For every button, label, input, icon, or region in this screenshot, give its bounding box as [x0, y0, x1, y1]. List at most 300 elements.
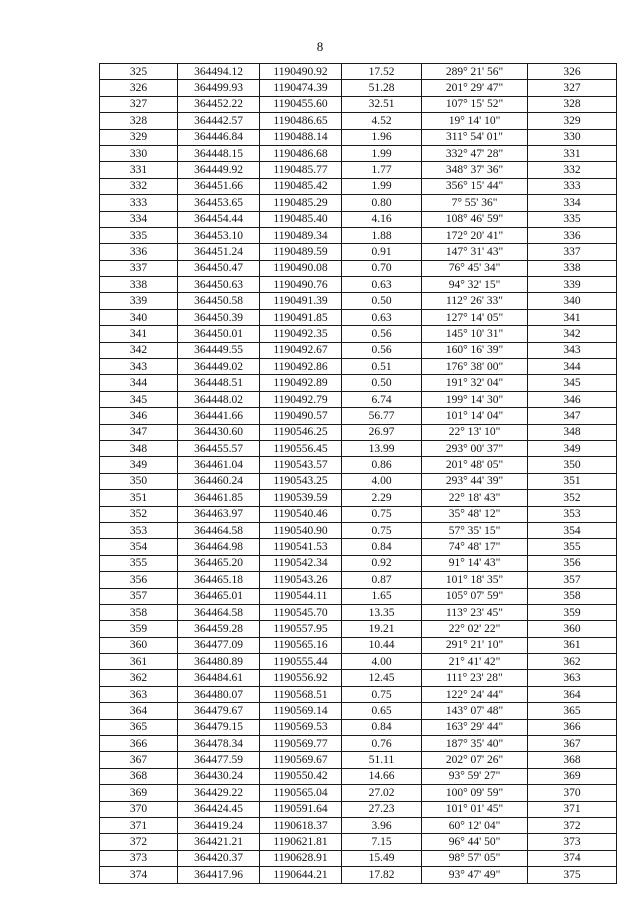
point-number-cell: 328: [100, 113, 178, 129]
distance-cell: 0.92: [342, 555, 422, 571]
bearing-cell: 332° 47' 28": [422, 145, 528, 161]
table-row: [100, 785, 617, 801]
coordinates-table: [99, 63, 617, 884]
table-row: [100, 293, 617, 309]
bearing-cell: 60° 12' 04": [422, 817, 528, 833]
bearing-cell: 91° 14' 43": [422, 555, 528, 571]
y-coordinate-cell: 1190557.95: [260, 621, 342, 637]
y-coordinate-cell: 1190489.34: [260, 227, 342, 243]
bearing-cell: 101° 18' 35": [422, 572, 528, 588]
y-coordinate-cell: 1190546.25: [260, 424, 342, 440]
point-number-cell: 337: [100, 260, 178, 276]
next-point-cell: 345: [528, 375, 617, 391]
table-row: [100, 64, 617, 80]
table-row: [100, 686, 617, 702]
bearing-cell: 94° 32' 15": [422, 277, 528, 293]
bearing-cell: 160° 16' 39": [422, 342, 528, 358]
x-coordinate-cell: 364451.24: [178, 244, 260, 260]
bearing-cell: 201° 29' 47": [422, 80, 528, 96]
x-coordinate-cell: 364430.60: [178, 424, 260, 440]
next-point-cell: 346: [528, 391, 617, 407]
point-number-cell: 350: [100, 473, 178, 489]
point-number-cell: 343: [100, 359, 178, 375]
next-point-cell: 360: [528, 621, 617, 637]
y-coordinate-cell: 1190555.44: [260, 654, 342, 670]
distance-cell: 7.15: [342, 834, 422, 850]
table-row: [100, 621, 617, 637]
point-number-cell: 327: [100, 96, 178, 112]
next-point-cell: 352: [528, 490, 617, 506]
next-point-cell: 365: [528, 703, 617, 719]
y-coordinate-cell: 1190492.67: [260, 342, 342, 358]
distance-cell: 0.50: [342, 293, 422, 309]
x-coordinate-cell: 364452.22: [178, 96, 260, 112]
bearing-cell: 7° 55' 36": [422, 195, 528, 211]
y-coordinate-cell: 1190556.45: [260, 440, 342, 456]
y-coordinate-cell: 1190621.81: [260, 834, 342, 850]
y-coordinate-cell: 1190544.11: [260, 588, 342, 604]
next-point-cell: 333: [528, 178, 617, 194]
distance-cell: 0.86: [342, 457, 422, 473]
y-coordinate-cell: 1190618.37: [260, 817, 342, 833]
point-number-cell: 345: [100, 391, 178, 407]
table-row: [100, 424, 617, 440]
bearing-cell: 100° 09' 59": [422, 785, 528, 801]
next-point-cell: 372: [528, 817, 617, 833]
table-row: [100, 506, 617, 522]
next-point-cell: 328: [528, 96, 617, 112]
next-point-cell: 326: [528, 64, 617, 80]
next-point-cell: 361: [528, 637, 617, 653]
bearing-cell: 93° 47' 49": [422, 867, 528, 883]
y-coordinate-cell: 1190569.53: [260, 719, 342, 735]
table-row: [100, 768, 617, 784]
point-number-cell: 326: [100, 80, 178, 96]
table-row: [100, 342, 617, 358]
x-coordinate-cell: 364480.89: [178, 654, 260, 670]
bearing-cell: 105° 07' 59": [422, 588, 528, 604]
y-coordinate-cell: 1190490.92: [260, 64, 342, 80]
next-point-cell: 373: [528, 834, 617, 850]
table-row: [100, 260, 617, 276]
next-point-cell: 343: [528, 342, 617, 358]
table-row: [100, 326, 617, 342]
next-point-cell: 351: [528, 473, 617, 489]
table-row: [100, 490, 617, 506]
bearing-cell: 98° 57' 05": [422, 850, 528, 866]
bearing-cell: 145° 10' 31": [422, 326, 528, 342]
next-point-cell: 338: [528, 260, 617, 276]
point-number-cell: 335: [100, 227, 178, 243]
y-coordinate-cell: 1190485.42: [260, 178, 342, 194]
y-coordinate-cell: 1190488.14: [260, 129, 342, 145]
distance-cell: 26.97: [342, 424, 422, 440]
next-point-cell: 375: [528, 867, 617, 883]
distance-cell: 0.56: [342, 342, 422, 358]
point-number-cell: 353: [100, 522, 178, 538]
distance-cell: 15.49: [342, 850, 422, 866]
x-coordinate-cell: 364453.10: [178, 227, 260, 243]
distance-cell: 13.99: [342, 440, 422, 456]
table-row: [100, 555, 617, 571]
point-number-cell: 341: [100, 326, 178, 342]
table-row: [100, 703, 617, 719]
y-coordinate-cell: 1190628.91: [260, 850, 342, 866]
distance-cell: 51.11: [342, 752, 422, 768]
x-coordinate-cell: 364477.59: [178, 752, 260, 768]
x-coordinate-cell: 364430.24: [178, 768, 260, 784]
distance-cell: 4.00: [342, 473, 422, 489]
table-row: [100, 391, 617, 407]
x-coordinate-cell: 364450.47: [178, 260, 260, 276]
x-coordinate-cell: 364478.34: [178, 736, 260, 752]
bearing-cell: 127° 14' 05": [422, 309, 528, 325]
point-number-cell: 352: [100, 506, 178, 522]
x-coordinate-cell: 364449.55: [178, 342, 260, 358]
point-number-cell: 351: [100, 490, 178, 506]
x-coordinate-cell: 364421.21: [178, 834, 260, 850]
next-point-cell: 367: [528, 736, 617, 752]
next-point-cell: 358: [528, 588, 617, 604]
y-coordinate-cell: 1190543.25: [260, 473, 342, 489]
x-coordinate-cell: 364464.58: [178, 604, 260, 620]
x-coordinate-cell: 364499.93: [178, 80, 260, 96]
distance-cell: 4.00: [342, 654, 422, 670]
next-point-cell: 344: [528, 359, 617, 375]
point-number-cell: 373: [100, 850, 178, 866]
x-coordinate-cell: 364464.98: [178, 539, 260, 555]
point-number-cell: 355: [100, 555, 178, 571]
table-row: [100, 211, 617, 227]
table-row: [100, 801, 617, 817]
point-number-cell: 348: [100, 440, 178, 456]
bearing-cell: 143° 07' 48": [422, 703, 528, 719]
table-row: [100, 113, 617, 129]
table-row: [100, 588, 617, 604]
point-number-cell: 334: [100, 211, 178, 227]
x-coordinate-cell: 364448.51: [178, 375, 260, 391]
bearing-cell: 35° 48' 12": [422, 506, 528, 522]
point-number-cell: 365: [100, 719, 178, 735]
distance-cell: 3.96: [342, 817, 422, 833]
bearing-cell: 147° 31' 43": [422, 244, 528, 260]
point-number-cell: 364: [100, 703, 178, 719]
distance-cell: 17.52: [342, 64, 422, 80]
x-coordinate-cell: 364451.66: [178, 178, 260, 194]
table-row: [100, 145, 617, 161]
x-coordinate-cell: 364446.84: [178, 129, 260, 145]
distance-cell: 1.88: [342, 227, 422, 243]
y-coordinate-cell: 1190556.92: [260, 670, 342, 686]
y-coordinate-cell: 1190539.59: [260, 490, 342, 506]
bearing-cell: 172° 20' 41": [422, 227, 528, 243]
distance-cell: 1.99: [342, 145, 422, 161]
next-point-cell: 362: [528, 654, 617, 670]
y-coordinate-cell: 1190565.04: [260, 785, 342, 801]
bearing-cell: 201° 48' 05": [422, 457, 528, 473]
y-coordinate-cell: 1190540.90: [260, 522, 342, 538]
table-row: [100, 359, 617, 375]
y-coordinate-cell: 1190485.40: [260, 211, 342, 227]
table-row: [100, 162, 617, 178]
y-coordinate-cell: 1190591.64: [260, 801, 342, 817]
distance-cell: 0.75: [342, 506, 422, 522]
table-row: [100, 178, 617, 194]
next-point-cell: 336: [528, 227, 617, 243]
table-row: [100, 850, 617, 866]
distance-cell: 0.91: [342, 244, 422, 260]
y-coordinate-cell: 1190455.60: [260, 96, 342, 112]
x-coordinate-cell: 364448.15: [178, 145, 260, 161]
point-number-cell: 362: [100, 670, 178, 686]
y-coordinate-cell: 1190565.16: [260, 637, 342, 653]
point-number-cell: 357: [100, 588, 178, 604]
point-number-cell: 367: [100, 752, 178, 768]
distance-cell: 27.02: [342, 785, 422, 801]
bearing-cell: 348° 37' 36": [422, 162, 528, 178]
distance-cell: 10.44: [342, 637, 422, 653]
bearing-cell: 101° 14' 04": [422, 408, 528, 424]
x-coordinate-cell: 364419.24: [178, 817, 260, 833]
table-row: [100, 736, 617, 752]
point-number-cell: 372: [100, 834, 178, 850]
y-coordinate-cell: 1190644.21: [260, 867, 342, 883]
point-number-cell: 374: [100, 867, 178, 883]
next-point-cell: 364: [528, 686, 617, 702]
point-number-cell: 340: [100, 309, 178, 325]
next-point-cell: 350: [528, 457, 617, 473]
next-point-cell: 349: [528, 440, 617, 456]
point-number-cell: 366: [100, 736, 178, 752]
point-number-cell: 360: [100, 637, 178, 653]
x-coordinate-cell: 364459.28: [178, 621, 260, 637]
point-number-cell: 329: [100, 129, 178, 145]
point-number-cell: 368: [100, 768, 178, 784]
distance-cell: 0.75: [342, 522, 422, 538]
table-row: [100, 80, 617, 96]
next-point-cell: 332: [528, 162, 617, 178]
next-point-cell: 347: [528, 408, 617, 424]
y-coordinate-cell: 1190490.57: [260, 408, 342, 424]
x-coordinate-cell: 364450.58: [178, 293, 260, 309]
point-number-cell: 339: [100, 293, 178, 309]
x-coordinate-cell: 364460.24: [178, 473, 260, 489]
next-point-cell: 370: [528, 785, 617, 801]
x-coordinate-cell: 364461.85: [178, 490, 260, 506]
point-number-cell: 333: [100, 195, 178, 211]
x-coordinate-cell: 364442.57: [178, 113, 260, 129]
bearing-cell: 93° 59' 27": [422, 768, 528, 784]
bearing-cell: 291° 21' 10": [422, 637, 528, 653]
table-row: [100, 375, 617, 391]
x-coordinate-cell: 364461.04: [178, 457, 260, 473]
y-coordinate-cell: 1190492.86: [260, 359, 342, 375]
bearing-cell: 293° 00' 37": [422, 440, 528, 456]
y-coordinate-cell: 1190543.26: [260, 572, 342, 588]
next-point-cell: 340: [528, 293, 617, 309]
distance-cell: 12.45: [342, 670, 422, 686]
bearing-cell: 311° 54' 01": [422, 129, 528, 145]
next-point-cell: 363: [528, 670, 617, 686]
bearing-cell: 22° 02' 22": [422, 621, 528, 637]
next-point-cell: 327: [528, 80, 617, 96]
bearing-cell: 76° 45' 34": [422, 260, 528, 276]
next-point-cell: 374: [528, 850, 617, 866]
next-point-cell: 353: [528, 506, 617, 522]
point-number-cell: 336: [100, 244, 178, 260]
distance-cell: 56.77: [342, 408, 422, 424]
next-point-cell: 330: [528, 129, 617, 145]
next-point-cell: 334: [528, 195, 617, 211]
point-number-cell: 347: [100, 424, 178, 440]
distance-cell: 0.63: [342, 277, 422, 293]
table-row: [100, 457, 617, 473]
bearing-cell: 111° 23' 28": [422, 670, 528, 686]
next-point-cell: 341: [528, 309, 617, 325]
table-row: [100, 440, 617, 456]
distance-cell: 14.66: [342, 768, 422, 784]
y-coordinate-cell: 1190492.35: [260, 326, 342, 342]
point-number-cell: 349: [100, 457, 178, 473]
distance-cell: 0.50: [342, 375, 422, 391]
x-coordinate-cell: 364463.97: [178, 506, 260, 522]
table-row: [100, 637, 617, 653]
y-coordinate-cell: 1190569.67: [260, 752, 342, 768]
bearing-cell: 163° 29' 44": [422, 719, 528, 735]
point-number-cell: 354: [100, 539, 178, 555]
bearing-cell: 199° 14' 30": [422, 391, 528, 407]
next-point-cell: 355: [528, 539, 617, 555]
x-coordinate-cell: 364450.01: [178, 326, 260, 342]
next-point-cell: 337: [528, 244, 617, 260]
distance-cell: 0.84: [342, 539, 422, 555]
table-row: [100, 473, 617, 489]
point-number-cell: 325: [100, 64, 178, 80]
x-coordinate-cell: 364429.22: [178, 785, 260, 801]
x-coordinate-cell: 364479.67: [178, 703, 260, 719]
x-coordinate-cell: 364453.65: [178, 195, 260, 211]
y-coordinate-cell: 1190541.53: [260, 539, 342, 555]
next-point-cell: 331: [528, 145, 617, 161]
distance-cell: 1.65: [342, 588, 422, 604]
distance-cell: 27.23: [342, 801, 422, 817]
next-point-cell: 339: [528, 277, 617, 293]
table-row: [100, 277, 617, 293]
table-row: [100, 129, 617, 145]
x-coordinate-cell: 364449.92: [178, 162, 260, 178]
bearing-cell: 19° 14' 10": [422, 113, 528, 129]
x-coordinate-cell: 364494.12: [178, 64, 260, 80]
distance-cell: 51.28: [342, 80, 422, 96]
x-coordinate-cell: 364465.18: [178, 572, 260, 588]
table-row: [100, 834, 617, 850]
y-coordinate-cell: 1190569.77: [260, 736, 342, 752]
distance-cell: 19.21: [342, 621, 422, 637]
bearing-cell: 122° 24' 44": [422, 686, 528, 702]
point-number-cell: 344: [100, 375, 178, 391]
y-coordinate-cell: 1190485.29: [260, 195, 342, 211]
bearing-cell: 112° 26' 33": [422, 293, 528, 309]
point-number-cell: 371: [100, 817, 178, 833]
table-row: [100, 227, 617, 243]
x-coordinate-cell: 364455.57: [178, 440, 260, 456]
x-coordinate-cell: 364465.01: [178, 588, 260, 604]
table-row: [100, 817, 617, 833]
distance-cell: 0.80: [342, 195, 422, 211]
x-coordinate-cell: 364420.37: [178, 850, 260, 866]
bearing-cell: 113° 23' 45": [422, 604, 528, 620]
table-row: [100, 670, 617, 686]
y-coordinate-cell: 1190486.68: [260, 145, 342, 161]
distance-cell: 0.75: [342, 686, 422, 702]
table-row: [100, 572, 617, 588]
table-row: [100, 752, 617, 768]
table-row: [100, 408, 617, 424]
table-row: [100, 522, 617, 538]
point-number-cell: 342: [100, 342, 178, 358]
bearing-cell: 96° 44' 50": [422, 834, 528, 850]
bearing-cell: 191° 32' 04": [422, 375, 528, 391]
distance-cell: 0.76: [342, 736, 422, 752]
x-coordinate-cell: 364424.45: [178, 801, 260, 817]
table-row: [100, 654, 617, 670]
table-row: [100, 195, 617, 211]
distance-cell: 2.29: [342, 490, 422, 506]
coordinates-table-body: [100, 64, 617, 884]
page-number: 8: [316, 39, 324, 54]
distance-cell: 32.51: [342, 96, 422, 112]
bearing-cell: 22° 18' 43": [422, 490, 528, 506]
x-coordinate-cell: 364449.02: [178, 359, 260, 375]
next-point-cell: 356: [528, 555, 617, 571]
y-coordinate-cell: 1190492.79: [260, 391, 342, 407]
bearing-cell: 176° 38' 00": [422, 359, 528, 375]
y-coordinate-cell: 1190550.42: [260, 768, 342, 784]
next-point-cell: 342: [528, 326, 617, 342]
distance-cell: 0.63: [342, 309, 422, 325]
point-number-cell: 358: [100, 604, 178, 620]
distance-cell: 4.16: [342, 211, 422, 227]
distance-cell: 13.35: [342, 604, 422, 620]
y-coordinate-cell: 1190540.46: [260, 506, 342, 522]
table-row: [100, 604, 617, 620]
bearing-cell: 293° 44' 39": [422, 473, 528, 489]
next-point-cell: 335: [528, 211, 617, 227]
distance-cell: 1.96: [342, 129, 422, 145]
point-number-cell: 356: [100, 572, 178, 588]
y-coordinate-cell: 1190485.77: [260, 162, 342, 178]
x-coordinate-cell: 364454.44: [178, 211, 260, 227]
table-row: [100, 867, 617, 883]
x-coordinate-cell: 364448.02: [178, 391, 260, 407]
x-coordinate-cell: 364484.61: [178, 670, 260, 686]
next-point-cell: 369: [528, 768, 617, 784]
x-coordinate-cell: 364450.63: [178, 277, 260, 293]
point-number-cell: 331: [100, 162, 178, 178]
y-coordinate-cell: 1190474.39: [260, 80, 342, 96]
next-point-cell: 357: [528, 572, 617, 588]
distance-cell: 1.77: [342, 162, 422, 178]
point-number-cell: 346: [100, 408, 178, 424]
distance-cell: 0.87: [342, 572, 422, 588]
x-coordinate-cell: 364480.07: [178, 686, 260, 702]
y-coordinate-cell: 1190491.39: [260, 293, 342, 309]
bearing-cell: 108° 46' 59": [422, 211, 528, 227]
distance-cell: 0.70: [342, 260, 422, 276]
distance-cell: 6.74: [342, 391, 422, 407]
x-coordinate-cell: 364464.58: [178, 522, 260, 538]
next-point-cell: 329: [528, 113, 617, 129]
